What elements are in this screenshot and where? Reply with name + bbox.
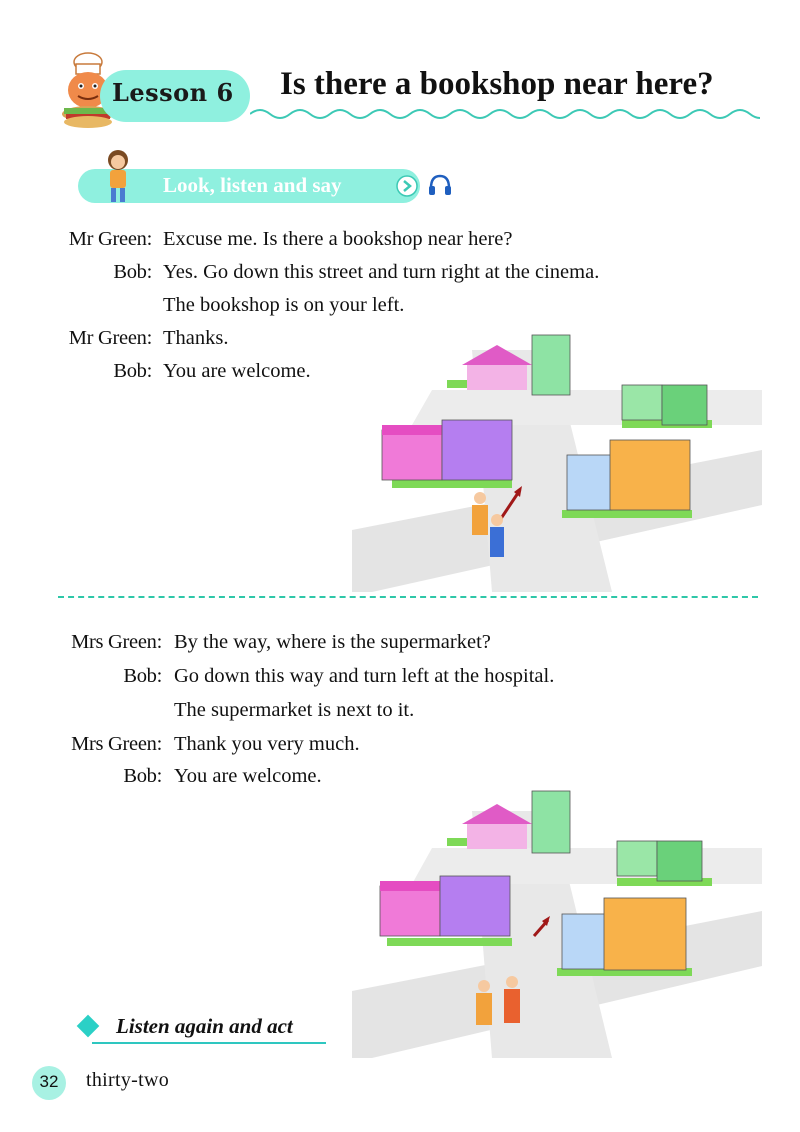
speaker-label: Bob: <box>113 261 152 283</box>
dialog-line: You are welcome. <box>174 765 322 787</box>
page-title: Is there a bookshop near here? <box>280 66 714 102</box>
page-number-word: thirty-two <box>86 1069 169 1091</box>
page-number: 32 <box>39 1072 59 1091</box>
dialog-line: By the way, where is the supermarket? <box>174 631 491 653</box>
speaker-label: Bob: <box>113 360 152 382</box>
speaker-label: Mrs Green: <box>71 733 162 755</box>
speaker-label: Mr Green: <box>68 327 152 349</box>
wave-underline <box>250 106 760 122</box>
section-divider <box>58 596 758 598</box>
dialog-line: The supermarket is next to it. <box>174 699 415 721</box>
dialog-line: Go down this way and turn left at the hospital. <box>174 665 555 687</box>
diamond-bullet-icon <box>77 1015 100 1038</box>
speaker-label: Bob: <box>123 665 162 687</box>
speaker-label: Bob: <box>123 765 162 787</box>
activity-label: Listen again and act <box>116 1014 293 1038</box>
lesson-label: Lesson 6 <box>112 78 234 107</box>
speaker-label: Mr Green: <box>68 228 152 250</box>
speaker-label: Mrs Green: <box>71 631 162 653</box>
dialog-line: The bookshop is on your left. <box>163 294 405 316</box>
dialog-line: Yes. Go down this street and turn right at the cinema. <box>163 261 600 283</box>
section-label: Look, listen and say <box>163 173 342 197</box>
street-scene-illustration <box>352 330 762 592</box>
dialog-line: Thanks. <box>163 327 229 349</box>
street-scene-illustration <box>352 786 762 1058</box>
headphones-icon[interactable] <box>427 172 453 198</box>
dialog-line: Excuse me. Is there a bookshop near here? <box>163 228 513 250</box>
activity-underline <box>92 1042 326 1044</box>
girl-icon <box>100 148 136 204</box>
dialog-line: Thank you very much. <box>174 733 360 755</box>
play-arrow-icon[interactable] <box>396 175 418 197</box>
dialog-line: You are welcome. <box>163 360 311 382</box>
